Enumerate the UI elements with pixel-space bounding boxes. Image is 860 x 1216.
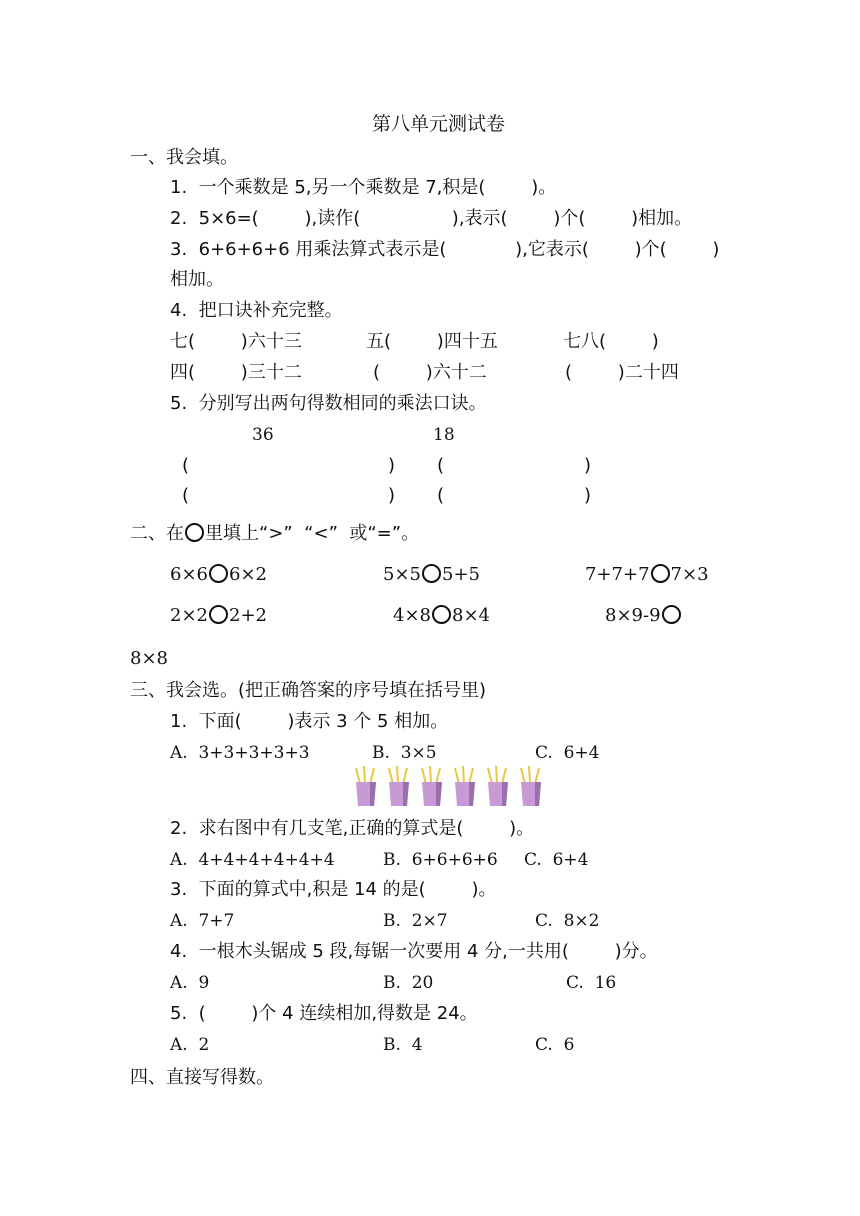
compare-circle-icon[interactable] [209,564,228,583]
question-3-2: 2. 求右图中有几支笔,正确的算式是( )。 [170,818,535,839]
answer-bracket-close: ) [388,485,396,506]
question-3-3: 3. 下面的算式中,积是 14 的是( )。 [170,879,497,900]
pencil-icon [535,768,539,784]
option-a[interactable]: A. 7+7 [170,911,235,931]
pencil-cup-icon [521,766,541,806]
pencil-icon [370,768,374,784]
compare-circle-icon[interactable] [662,605,681,624]
pencil-cup-icon [488,766,508,806]
option-b[interactable]: B. 6+6+6+6 [383,850,498,870]
pencil-icon [403,768,407,784]
pencil-icon [389,768,393,784]
compare-item: 7+7+7 7×3 [585,564,709,585]
compare-item: 8×9-9 [605,604,682,628]
rhyme-item: 四( )三十二 [170,362,302,383]
section-heading-1: 一、我会填。 [130,147,238,168]
pencil-cup-icon [455,766,475,806]
question-1-1: 1. 一个乘数是 5,另一个乘数是 7,积是( )。 [170,177,557,198]
answer-bracket-open: ( [182,485,190,506]
cup-shade-icon [436,782,442,806]
answer-bracket-open: ( [182,455,190,476]
option-a[interactable]: A. 3+3+3+3+3 [170,743,310,763]
option-c[interactable]: C. 6+4 [535,743,600,763]
pencil-icon [529,766,530,783]
cup-shade-icon [370,782,376,806]
compare-item-wrap: 8×8 [130,648,168,669]
answer-number: 18 [433,425,455,445]
compare-item: 2×2 2+2 [170,605,267,626]
option-b[interactable]: B. 20 [383,973,434,993]
cup-shade-icon [403,782,409,806]
pencil-icon [463,766,464,783]
option-b[interactable]: B. 4 [383,1035,423,1055]
answer-bracket-close: ) [584,485,592,506]
rhyme-item: 五( )四十五 [366,331,498,352]
pencil-icon [430,766,431,783]
question-1-4: 4. 把口诀补充完整。 [170,300,343,321]
option-c[interactable]: C. 6 [535,1035,575,1055]
answer-bracket-close: ) [388,455,396,476]
option-c[interactable]: C. 16 [566,973,617,993]
cup-shade-icon [469,782,475,806]
answer-bracket-open: ( [437,485,445,506]
compare-item: 6×6 6×2 [170,564,267,585]
compare-circle-icon [185,523,204,542]
pencil-cup-icon [422,766,442,806]
question-1-5: 5. 分别写出两句得数相同的乘法口诀。 [170,393,487,414]
pencil-icon [502,768,506,784]
answer-bracket-open: ( [437,455,445,476]
option-c[interactable]: C. 8×2 [535,911,600,931]
pencil-icon [436,768,440,784]
rhyme-item: ( )二十四 [565,362,679,383]
answer-bracket-close: ) [584,455,592,476]
option-a[interactable]: A. 9 [170,973,210,993]
pencil-icon [496,766,497,783]
answer-number: 36 [252,425,274,445]
question-1-3-line1: 3. 6+6+6+6 用乘法算式表示是( ),它表示( )个( ) [170,239,720,260]
pencil-icon [364,766,365,783]
compare-circle-icon[interactable] [432,605,451,624]
compare-circle-icon[interactable] [209,605,228,624]
option-b[interactable]: B. 3×5 [372,743,437,763]
compare-circle-icon[interactable] [422,564,441,583]
compare-item: 5×5 5+5 [383,564,480,585]
rhyme-item: 七八( ) [563,331,659,352]
pencil-icon [397,766,398,783]
cup-shade-icon [502,782,508,806]
question-1-3-line2: 相加。 [170,269,224,290]
pencil-icon [356,768,360,784]
rhyme-item: ( )六十二 [373,362,487,383]
cup-shade-icon [535,782,541,806]
pencil-icon [488,768,492,784]
pencil-cup-icon [389,766,409,806]
option-a[interactable]: A. 2 [170,1035,210,1055]
pencil-icon [422,768,426,784]
question-3-4: 4. 一根木头锯成 5 段,每锯一次要用 4 分,一共用( )分。 [170,941,658,962]
section-heading-2: 二、在 里填上“>” “<” 或“=”。 [130,523,420,544]
question-3-1: 1. 下面( )表示 3 个 5 相加。 [170,711,449,732]
section-heading-4: 四、直接写得数。 [130,1067,274,1088]
option-b[interactable]: B. 2×7 [383,911,448,931]
pencil-icon [469,768,473,784]
question-3-5: 5. ( )个 4 连续相加,得数是 24。 [170,1003,478,1024]
section-heading-3: 三、我会选。(把正确答案的序号填在括号里) [130,680,487,701]
compare-item: 4×8 8×4 [393,605,490,626]
page-title: 第八单元测试卷 [372,113,506,135]
compare-circle-icon[interactable] [651,564,670,583]
pencil-icon [455,768,459,784]
pencil-cups-image [350,766,550,810]
pencil-cup-icon [356,766,376,806]
option-a[interactable]: A. 4+4+4+4+4+4 [170,850,335,870]
pencil-icon [521,768,525,784]
option-c[interactable]: C. 6+4 [524,850,589,870]
rhyme-item: 七( )六十三 [170,331,302,352]
question-1-2: 2. 5×6=( ),读作( ),表示( )个( )相加。 [170,208,693,229]
